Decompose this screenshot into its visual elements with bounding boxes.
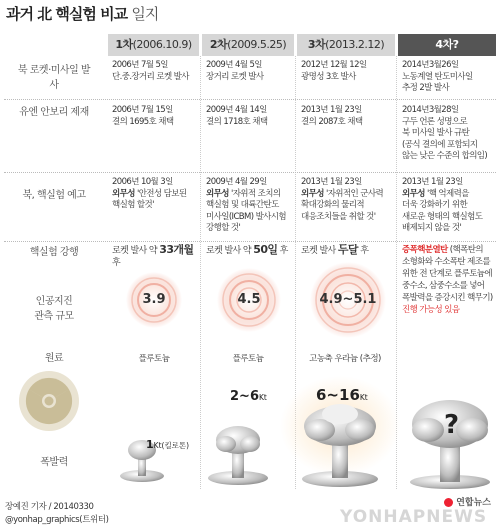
- cell-line: 2006년 7월 15일: [112, 105, 173, 115]
- page-title: [6, 3, 158, 24]
- cell-enforce-2: [206, 244, 292, 258]
- cell-line: 미사일(ICBM) 발사시험: [206, 211, 287, 222]
- column-num: 4차?: [435, 38, 459, 51]
- cell-warning-1: [112, 177, 198, 212]
- cell-line: 후: [112, 257, 121, 268]
- mushroom-cloud-2: [208, 426, 268, 485]
- cell-missile-3: [301, 60, 393, 83]
- watermark: YONHAPNEWS: [340, 507, 488, 527]
- cell-line: 노동계열 탄도미사일: [402, 71, 473, 82]
- yield-unit: Kt: [258, 393, 267, 402]
- column-num: 1차: [115, 38, 133, 51]
- row-label-text: 핵실험 강행: [29, 246, 79, 258]
- cell-line: 외무성: [402, 188, 425, 199]
- cell-line: 중수소, 삼중수소를 넣어: [402, 281, 485, 291]
- cell-line: 강행할 것': [206, 223, 241, 233]
- credit-twitter: @yonhap_graphics(트위터): [5, 515, 109, 525]
- cell-line: 2013년 1월 23일: [301, 177, 362, 187]
- cell-line: 배제되지 않을 것': [402, 223, 462, 233]
- cell-missile-2: [206, 60, 292, 83]
- cell-line: 33개월: [159, 244, 194, 256]
- yield-num: 6~16: [316, 386, 360, 404]
- cell-line: 광명성 3호 발사: [301, 71, 356, 82]
- column-num: 2차: [209, 38, 228, 51]
- magnitude-value-1: 3.9: [142, 292, 166, 307]
- cell-un-3: [301, 105, 393, 128]
- cell-line: 2006년 7월 5일: [112, 60, 168, 70]
- cell-line: 결의 1718호 채택: [206, 116, 268, 127]
- row-label-magnitude: [4, 292, 104, 322]
- column-num: 3차: [307, 38, 326, 51]
- row-label-text: 폭발력: [40, 456, 68, 468]
- column-date: (2013.2.12): [325, 38, 385, 51]
- row-label-yield: [4, 452, 104, 468]
- yield-value-2: [230, 389, 267, 404]
- cell-line: 2009년 4월 29일: [206, 177, 267, 187]
- title-sub: 일지: [131, 5, 159, 23]
- row-label-missile: [4, 58, 104, 94]
- cell-line: 핵실험 할것': [112, 200, 154, 210]
- cell-line: '자위적 조치의: [230, 188, 281, 199]
- cell-line: 증폭핵분열탄: [402, 245, 448, 255]
- row-label-text: 인공지진: [35, 296, 73, 307]
- mushroom-clouds-graphic: [108, 366, 498, 490]
- cell-un-2: [206, 105, 292, 128]
- row-label-text: 북, 핵실험 예고: [22, 189, 86, 201]
- fuel-1: 플루토늄: [138, 354, 170, 364]
- cell-line: 위한 전 단계로 플루토늄에: [402, 269, 493, 279]
- cell-line: 2014년3월26일: [402, 60, 459, 70]
- yield-value-4: ?: [444, 410, 460, 440]
- cell-line: 않는 낮은 수준의 합의임): [402, 151, 488, 161]
- cell-line: 대응조치들을 취할 것': [301, 211, 376, 222]
- cell-line: 2009년 4월 5일: [206, 60, 262, 70]
- yield-num: 2~6: [230, 389, 259, 404]
- cell-line: 2014년3월28일: [402, 105, 459, 115]
- row-label-text: 북 로켓·미사일 발사: [17, 65, 91, 91]
- cell-line: 새로운 형태의 핵실험도: [402, 211, 483, 222]
- column-date: (2006.10.9): [132, 38, 192, 51]
- magnitude-value-2: 4.5: [237, 292, 261, 307]
- cell-line: 핵실험 및 대륙간탄도: [206, 200, 279, 210]
- cell-line: 폭발력을 증강시킨 핵무기): [402, 293, 493, 303]
- cell-line: 2013년 1월 23일: [402, 177, 463, 187]
- cell-line: 로켓 발사: [301, 246, 336, 256]
- cell-line: 후: [279, 246, 288, 256]
- cell-line: 로켓 발사 약: [206, 246, 251, 256]
- column-date: (2009.5.25): [227, 38, 287, 51]
- radiation-icon: [18, 370, 80, 432]
- cell-line: 외무성: [301, 188, 324, 199]
- column-header-4: [398, 34, 496, 56]
- brand-logo-icon: [444, 498, 453, 507]
- fuel-3: 고농축 우라늄 (추정): [309, 354, 381, 364]
- cell-warning-4: [402, 177, 496, 235]
- cell-line: 외무성: [112, 188, 135, 199]
- column-header-3: [297, 34, 395, 56]
- cell-line: 소형화와 수소폭탄 제조를: [402, 257, 490, 267]
- row-label-un: [4, 100, 104, 120]
- cell-line: 진행 가능성 있음: [402, 305, 460, 315]
- row-label-fuel: [4, 348, 104, 364]
- comparison-table: [4, 34, 496, 489]
- cell-line: 추정 2발 발사: [402, 83, 450, 93]
- cell-warning-3: [301, 177, 395, 223]
- cell-line: '자위적인 군사력: [325, 188, 384, 199]
- cell-line: 구두 언론 성명으로: [402, 116, 468, 127]
- row-label-warning: [4, 173, 104, 213]
- cell-un-4: [402, 105, 496, 163]
- cell-warning-2: [206, 177, 294, 235]
- cell-line: (공식 결의에 포함되지: [402, 139, 478, 150]
- cell-un-1: [112, 105, 198, 128]
- cell-enforce-3: [301, 244, 393, 258]
- cell-missile-4: [402, 60, 494, 95]
- brand-name: 연합뉴스: [456, 498, 491, 508]
- yield-value-3: [316, 386, 368, 404]
- row-label-text: 원료: [44, 352, 64, 364]
- cell-line: 로켓 발사 약: [112, 246, 157, 256]
- cell-line: 단.중.장거리 로켓 발사: [112, 71, 189, 82]
- cell-line: 외무성: [206, 188, 229, 199]
- cell-line: 결의 1695호 채택: [112, 116, 174, 127]
- yield-num: 1: [146, 438, 154, 451]
- yield-unit: Kt: [359, 393, 368, 402]
- cell-line: 2013년 1월 23일: [301, 105, 362, 115]
- yield-value-1: [146, 438, 189, 451]
- row-label-enforce: [4, 242, 104, 258]
- cell-line: '핵 억제력을: [426, 188, 469, 199]
- cell-line: 후: [360, 246, 369, 256]
- cell-line: 장거리 로켓 발사: [206, 71, 264, 82]
- fuel-2: 플루토늄: [232, 354, 264, 364]
- cell-line: 2006년 10월 3일: [112, 177, 173, 187]
- cell-line: 더욱 강화하기 위한: [402, 200, 468, 210]
- row-label-text: 관측 규모: [34, 311, 74, 322]
- cell-line: 두달: [337, 244, 358, 256]
- cell-line: '안전성 담보된: [136, 188, 187, 199]
- cell-line: 2012년 12월 12일: [301, 60, 367, 70]
- cell-line: (핵폭탄의: [449, 245, 483, 255]
- yield-unit: Kt: [153, 441, 162, 450]
- title-main: 과거 北 핵실험 비교: [6, 5, 128, 23]
- credit-reporter: 장예진 기자 / 20140330: [5, 502, 94, 512]
- cell-line: 2009년 4월 14일: [206, 105, 267, 115]
- cell-line: 결의 2087호 채택: [301, 116, 363, 127]
- cell-missile-1: [112, 60, 198, 83]
- column-header-2: [202, 34, 294, 56]
- cell-line: 50일: [253, 244, 278, 256]
- magnitude-value-3: 4.9~5.1: [319, 292, 377, 307]
- column-header-1: [108, 34, 199, 56]
- row-label-text: 유엔 안보리 제재: [19, 106, 89, 118]
- cell-line: 확대강화의 물리적: [301, 200, 364, 210]
- cell-line: 북 미사일 발사 규탄: [402, 128, 470, 138]
- yield-note: (킬로톤): [161, 441, 190, 450]
